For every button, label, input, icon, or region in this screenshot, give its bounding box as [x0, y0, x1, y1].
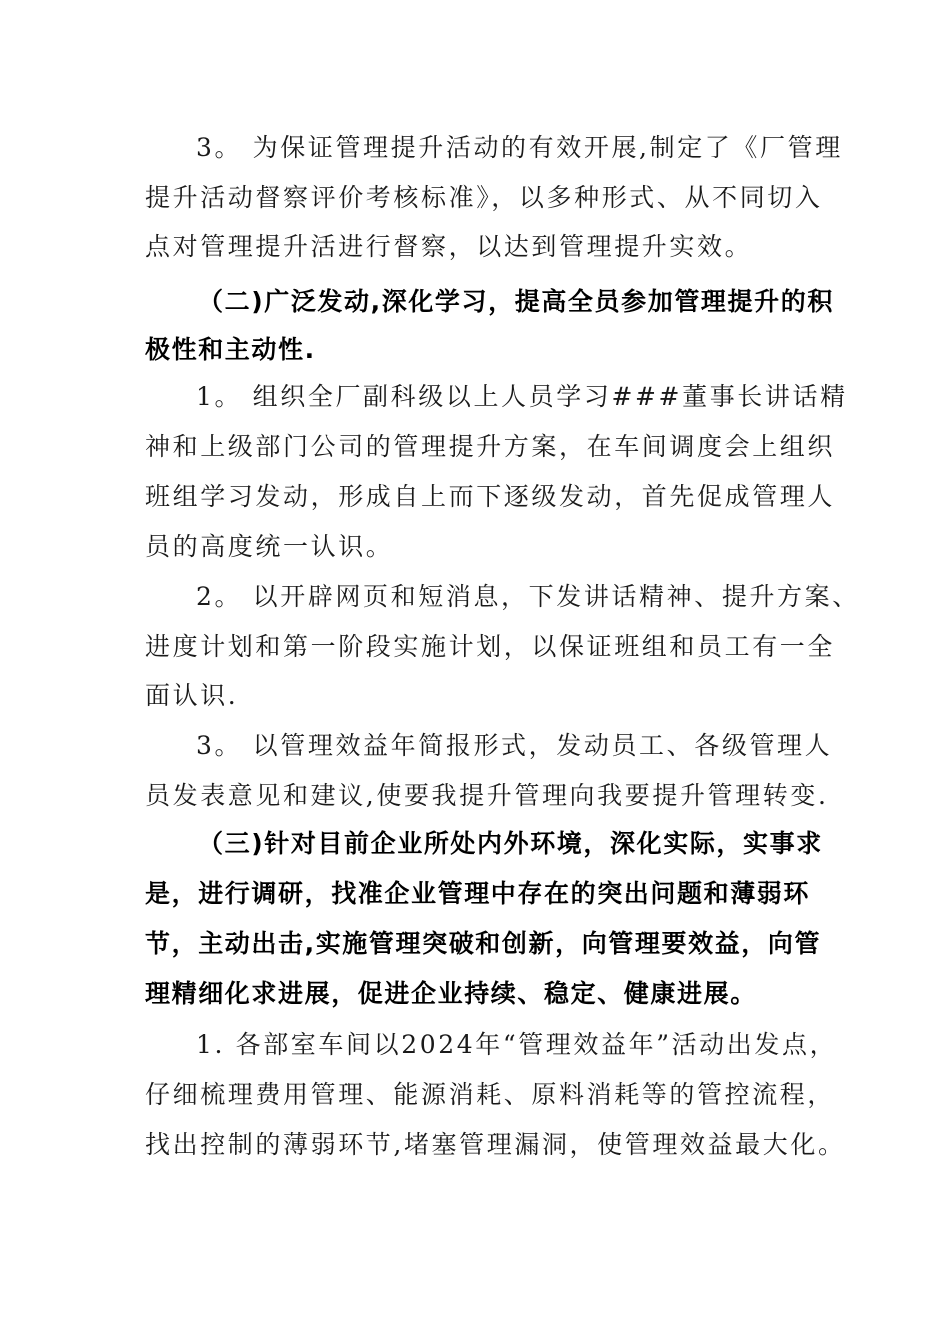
paragraph-1-line-3: 班组学习发动，形成自上而下逐级发动，首先促成管理人 [145, 482, 836, 511]
section-3-heading-line-1: （三)针对目前企业所处内外环境，深化实际，实事求 [198, 829, 823, 858]
section-3-heading-line-2: 是，进行调研，找准企业管理中存在的突出问题和薄弱环 [145, 879, 811, 908]
paragraph-3-line-2: 提升活动督察评价考核标准》，以多种形式、从不同切入 [145, 183, 823, 212]
paragraph-3b-line-2: 员发表意见和建议,使要我提升管理向我要提升管理转变. [145, 781, 829, 810]
paragraph-3b-line-1: 3。 以管理效益年简报形式，发动员工、各级管理人 [196, 731, 833, 760]
paragraph-2-line-1: 2。 以开辟网页和短消息，下发讲话精神、提升方案、 [196, 582, 860, 611]
section-3-heading-line-4: 理精细化求进展，促进企业持续、稳定、健康进展。 [145, 979, 757, 1008]
paragraph-1b-line-1: 1. 各部室车间以2024年“管理效益年”活动出发点， [196, 1030, 838, 1059]
paragraph-2-line-2: 进度计划和第一阶段实施计划，以保证班组和员工有一全 [145, 632, 836, 661]
paragraph-3-line-1: 3。 为保证管理提升活动的有效开展,制定了《厂管理 [196, 133, 843, 162]
section-3-heading-line-3: 节，主动出击,实施管理突破和创新，向管理要效益，向管 [145, 929, 822, 958]
section-2-heading-line-1: （二)广泛发动,深化学习，提高全员参加管理提升的积 [198, 287, 834, 316]
paragraph-1b-line-3: 找出控制的薄弱环节,堵塞管理漏洞，使管理效益最大化。 [145, 1130, 846, 1159]
paragraph-3-line-3: 点对管理提升活进行督察，以达到管理提升实效。 [145, 232, 753, 261]
paragraph-1b-line-2: 仔细梳理费用管理、能源消耗、原料消耗等的管控流程， [145, 1080, 836, 1109]
paragraph-2-line-3: 面认识. [145, 681, 239, 710]
paragraph-1-line-1: 1。 组织全厂副科级以上人员学习###董事长讲话精 [196, 382, 848, 411]
section-2-heading-line-2: 极性和主动性. [145, 335, 316, 364]
paragraph-1-line-4: 员的高度统一认识。 [145, 532, 394, 561]
paragraph-1-line-2: 神和上级部门公司的管理提升方案，在车间调度会上组织 [145, 432, 836, 461]
